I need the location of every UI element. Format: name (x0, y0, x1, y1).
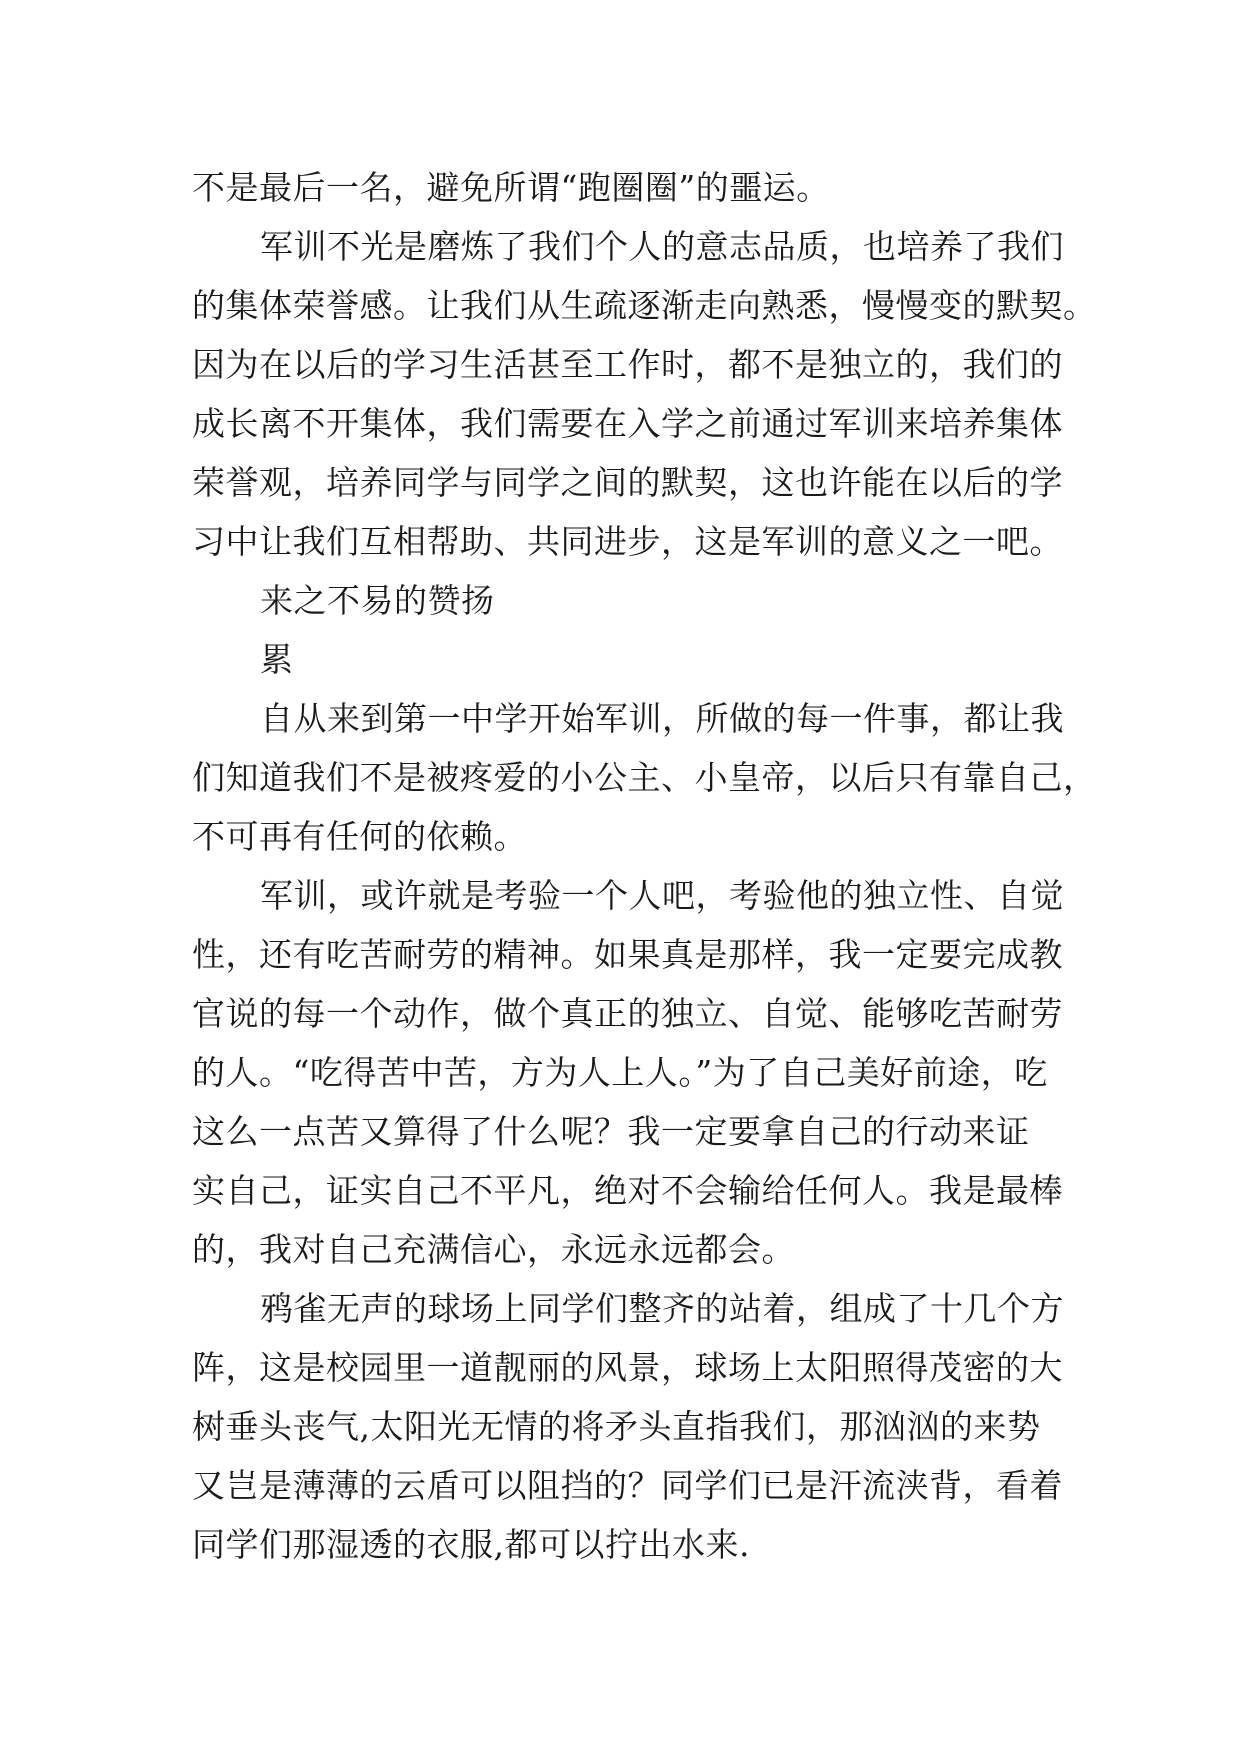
text-line: 阵，这是校园里一道靓丽的风景，球场上太阳照得茂密的大 (192, 1348, 1063, 1387)
text-line: 的人。“吃得苦中苦，方为人上人。”为了自己美好前途，吃 (192, 1053, 1048, 1092)
text-line: 的，我对自己充满信心，永远永远都会。 (192, 1230, 795, 1269)
text-line: 自从来到第一中学开始军训，所做的每一件事，都让我 (260, 699, 1064, 738)
text-line: 荣誉观，培养同学与同学之间的默契，这也许能在以后的学 (192, 463, 1063, 502)
text-line: 不是最后一名，避免所谓“跑圈圈”的噩运。 (192, 168, 830, 207)
text-line: 因为在以后的学习生活甚至工作时，都不是独立的，我们的 (192, 345, 1063, 384)
text-line: 军训，或许就是考验一个人吧，考验他的独立性、自觉 (260, 876, 1064, 915)
text-line: 不可再有任何的依赖。 (192, 817, 527, 856)
text-line: 官说的每一个动作，做个真正的独立、自觉、能够吃苦耐劳 (192, 994, 1063, 1033)
text-line: 又岂是薄薄的云盾可以阻挡的？同学们已是汗流浃背，看着 (192, 1466, 1063, 1505)
text-line: 军训不光是磨炼了我们个人的意志品质，也培养了我们 (260, 227, 1064, 266)
text-line: 成长离不开集体，我们需要在入学之前通过军训来培养集体 (192, 404, 1063, 443)
text-line: 同学们那湿透的衣服,都可以拧出水来. (192, 1525, 750, 1564)
text-line: 鸦雀无声的球场上同学们整齐的站着，组成了十几个方 (260, 1289, 1064, 1328)
text-line: 实自己，证实自己不平凡，绝对不会输给任何人。我是最棒 (192, 1171, 1063, 1210)
text-line: 树垂头丧气,太阳光无情的将矛头直指我们，那汹汹的来势 (192, 1407, 1041, 1446)
document-body (192, 158, 1097, 1574)
text-line: 这么一点苦又算得了什么呢？我一定要拿自己的行动来证 (192, 1112, 1030, 1151)
text-line: 习中让我们互相帮助、共同进步，这是军训的意义之一吧。 (192, 522, 1063, 561)
text-line: 的集体荣誉感。让我们从生疏逐渐走向熟悉，慢慢变的默契。 (192, 286, 1097, 325)
text-line: 来之不易的赞扬 (260, 581, 495, 620)
text-line: 们知道我们不是被疼爱的小公主、小皇帝，以后只有靠自己， (192, 758, 1097, 797)
text-line: 性，还有吃苦耐劳的精神。如果真是那样，我一定要完成教 (192, 935, 1063, 974)
text-line: 累 (260, 640, 294, 679)
